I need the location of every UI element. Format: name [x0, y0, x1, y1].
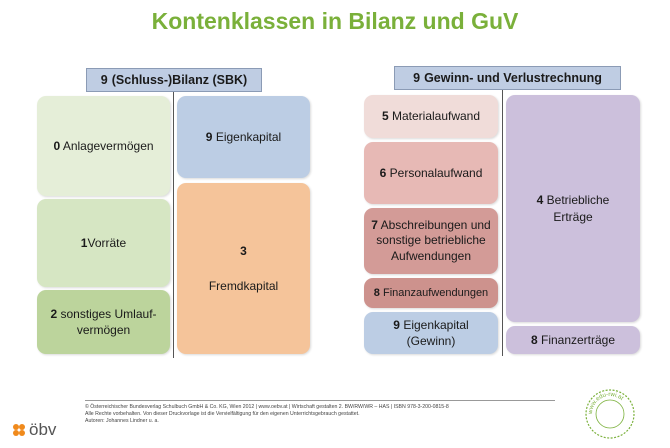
material-text: Materialaufwand	[391, 109, 481, 124]
personal-num: 6	[379, 165, 387, 180]
vorraete-text: Vorräte	[87, 235, 127, 250]
personalaufwand-box	[364, 142, 498, 204]
abschreibungen-text: Abschreibungen und sonstige betriebliche Aufwendungen	[376, 217, 491, 263]
finanzaufw-num: 8	[373, 286, 380, 299]
bilanz-divider	[173, 92, 174, 358]
ertraege-text: Betriebliche Erträge	[546, 193, 610, 224]
eigenkapital-num: 9	[205, 129, 213, 144]
finanzertraege-box	[506, 326, 640, 354]
eigenkapital-gewinn-box	[364, 312, 498, 354]
guv-header-num: 9	[413, 71, 421, 85]
footer-line-3: Autoren: Johannes Lindner u. a.	[85, 418, 159, 424]
guv-divider	[502, 90, 503, 356]
anlagevermoegen-box	[37, 96, 170, 196]
stamp-text: www.edu-rwi.at	[587, 391, 625, 415]
oebv-logo-text: öbv	[29, 420, 57, 439]
ek-gewinn-text: Eigenkapital (Gewinn)	[403, 317, 469, 348]
umlauf-text: sonstiges Umlauf-vermögen	[60, 306, 157, 337]
ek-gewinn-num: 9	[393, 317, 400, 332]
abschreibungen-box	[364, 208, 498, 274]
oebv-logo-icon	[12, 423, 26, 437]
footer-line-2: Alle Rechte vorbehalten. Von dieser Druckvorlage ist die Vervielfältigung für den eigenen Unterrichtsgebrauch gestattet.	[85, 411, 360, 417]
bilanz-header-text: (Schluss-)Bilanz (SBK)	[111, 73, 248, 87]
vorraete-box	[37, 199, 170, 287]
edu-rwi-stamp	[584, 388, 636, 440]
finanzaufw-text: Finanzaufwendungen	[382, 286, 489, 299]
vorraete-num: 1	[80, 235, 88, 250]
anlage-num: 0	[53, 138, 61, 153]
finanzaufwendungen-box	[364, 278, 498, 308]
material-num: 5	[381, 109, 389, 124]
personal-text: Personalaufwand	[389, 165, 483, 180]
finanzertraege-text: Finanzerträge	[540, 332, 616, 347]
footer-divider	[85, 400, 555, 401]
eigenkapital-box	[177, 96, 310, 178]
umlauf-num: 2	[50, 306, 58, 321]
footer-line-1: © Österreichischer Bundesverlag Schulbuch GmbH & Co. KG, Wien 2012 | www.oebv.at | Wirtschaft gestalten 2. BW/RW/WR – HAS | ISBN 978-3-200-0815-8	[85, 404, 449, 410]
guv-header-text: Gewinn- und Verlustrechnung	[424, 71, 602, 85]
betriebliche-ertraege-box	[506, 95, 640, 322]
fremdkapital-box	[177, 183, 310, 354]
fremdkapital-text: Fremdkapital	[208, 278, 279, 293]
abschreibungen-num: 7	[371, 217, 378, 232]
oebv-logo	[12, 420, 56, 440]
bilanz-header-num: 9	[100, 73, 108, 87]
materialaufwand-box	[364, 95, 498, 138]
umlaufvermoegen-box	[37, 290, 170, 354]
finanzertraege-num: 8	[530, 332, 538, 347]
guv-header	[394, 66, 621, 90]
bilanz-header	[86, 68, 262, 92]
anlage-text: Anlagevermögen	[62, 138, 154, 153]
footer-text	[85, 404, 555, 425]
page-title: Kontenklassen in Bilanz und GuV	[151, 8, 519, 34]
eigenkapital-text: Eigenkapital	[215, 129, 282, 144]
fremdkapital-num: 3	[240, 244, 247, 259]
ertraege-num: 4	[536, 193, 544, 208]
